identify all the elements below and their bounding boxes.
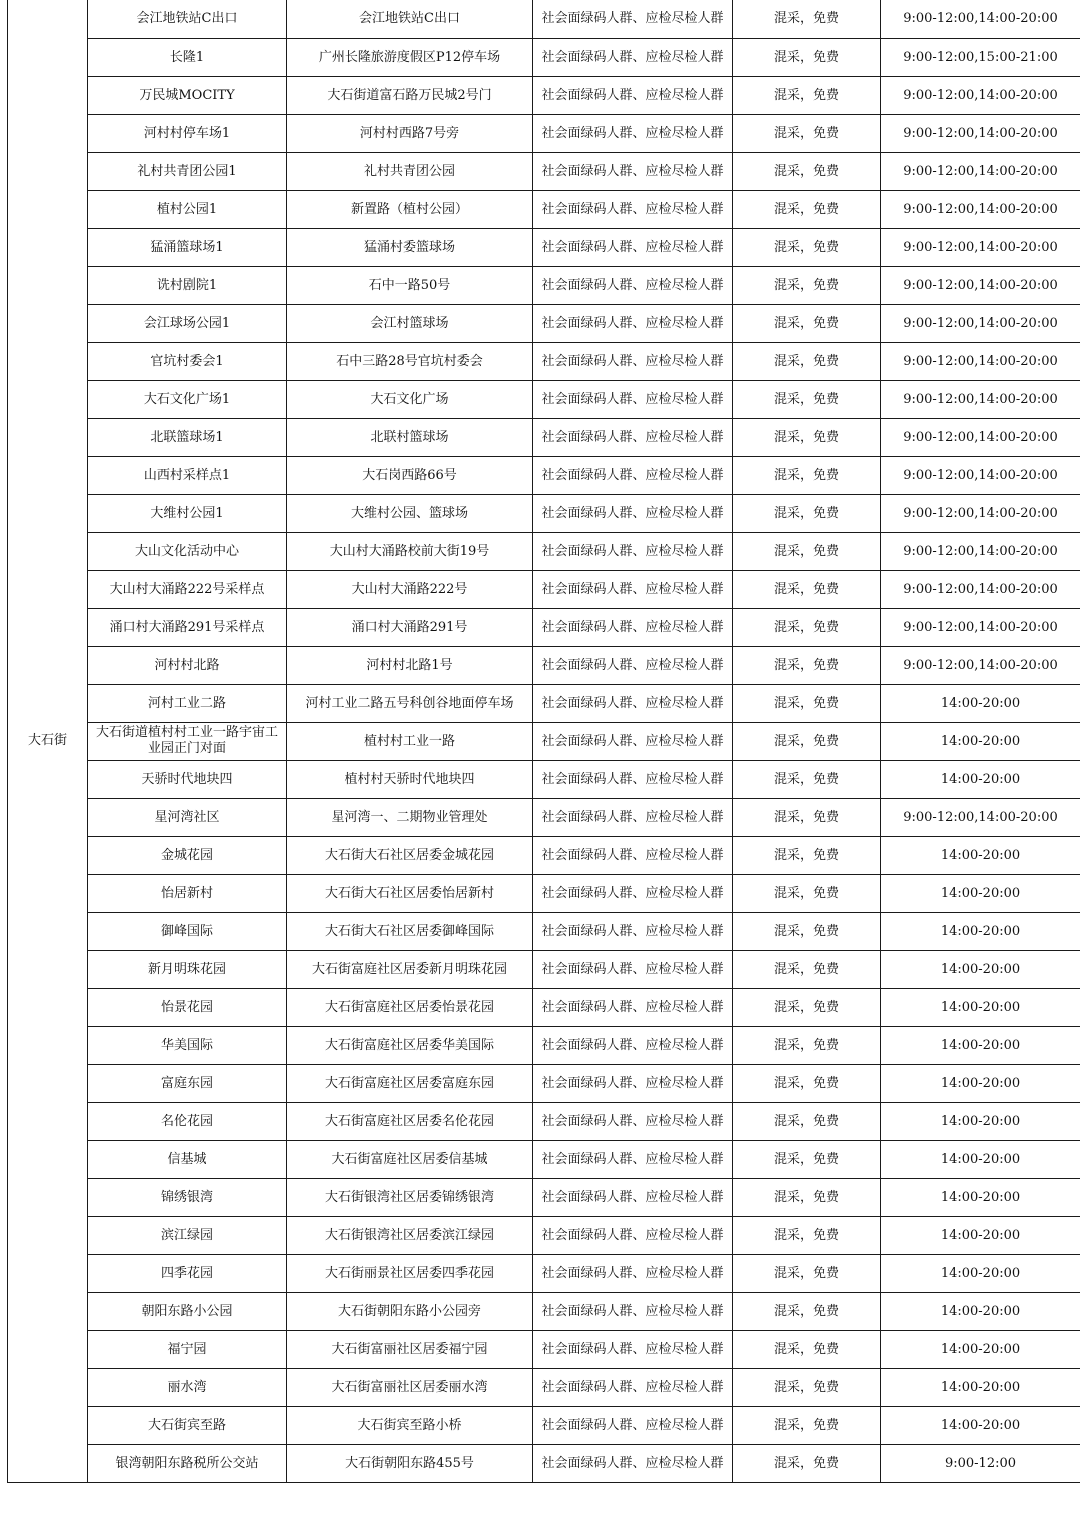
table-row [8, 1406, 1080, 1444]
hours-cell: 9:00-12:00,14:00-20:00 [881, 570, 1080, 608]
hours-cell: 14:00-20:00 [881, 1368, 1080, 1406]
target-group-cell: 社会面绿码人群、应检尽检人群 [533, 1178, 733, 1216]
method-cell: 混采，免费 [733, 1444, 881, 1482]
method-cell: 混采，免费 [733, 152, 881, 190]
target-group-cell: 社会面绿码人群、应检尽检人群 [533, 1140, 733, 1178]
table-body [8, 0, 1080, 1482]
address-cell: 河村工业二路五号科创谷地面停车场 [287, 684, 533, 722]
address-cell: 大石街道富石路万民城2号门 [287, 76, 533, 114]
table-row [8, 1444, 1080, 1482]
site-name-cell: 丽水湾 [88, 1368, 287, 1406]
site-name-cell: 华美国际 [88, 1026, 287, 1064]
hours-cell: 14:00-20:00 [881, 1216, 1080, 1254]
site-name-cell: 大山文化活动中心 [88, 532, 287, 570]
table-row [8, 950, 1080, 988]
table-row [8, 114, 1080, 152]
site-name-cell: 涌口村大涌路291号采样点 [88, 608, 287, 646]
address-cell: 大石街宾至路小桥 [287, 1406, 533, 1444]
address-cell: 植村村天骄时代地块四 [287, 760, 533, 798]
site-name-cell: 福宁园 [88, 1330, 287, 1368]
table-row [8, 1178, 1080, 1216]
method-cell: 混采，免费 [733, 1140, 881, 1178]
hours-cell: 14:00-20:00 [881, 684, 1080, 722]
table-row [8, 38, 1080, 76]
target-group-cell: 社会面绿码人群、应检尽检人群 [533, 1444, 733, 1482]
method-cell: 混采，免费 [733, 608, 881, 646]
method-cell: 混采，免费 [733, 418, 881, 456]
method-cell: 混采，免费 [733, 1254, 881, 1292]
table-row [8, 1292, 1080, 1330]
hours-cell: 14:00-20:00 [881, 912, 1080, 950]
sampling-sites-table [7, 0, 1080, 1483]
hours-cell: 9:00-12:00,14:00-20:00 [881, 114, 1080, 152]
method-cell: 混采，免费 [733, 798, 881, 836]
hours-cell: 9:00-12:00,14:00-20:00 [881, 418, 1080, 456]
target-group-cell: 社会面绿码人群、应检尽检人群 [533, 304, 733, 342]
table-row [8, 76, 1080, 114]
hours-cell: 14:00-20:00 [881, 1254, 1080, 1292]
method-cell: 混采，免费 [733, 76, 881, 114]
hours-cell: 14:00-20:00 [881, 988, 1080, 1026]
hours-cell: 14:00-20:00 [881, 874, 1080, 912]
table-row [8, 912, 1080, 950]
address-cell: 会江村篮球场 [287, 304, 533, 342]
site-name-cell: 星河湾社区 [88, 798, 287, 836]
method-cell: 混采，免费 [733, 1216, 881, 1254]
address-cell: 北联村篮球场 [287, 418, 533, 456]
method-cell: 混采，免费 [733, 494, 881, 532]
hours-cell: 9:00-12:00,14:00-20:00 [881, 152, 1080, 190]
site-name-cell: 长隆1 [88, 38, 287, 76]
address-cell: 大石街大石社区居委金城花园 [287, 836, 533, 874]
site-name-cell: 会江球场公园1 [88, 304, 287, 342]
method-cell: 混采，免费 [733, 532, 881, 570]
site-name-cell: 滨江绿园 [88, 1216, 287, 1254]
address-cell: 会江地铁站C出口 [287, 0, 533, 38]
method-cell: 混采，免费 [733, 950, 881, 988]
target-group-cell: 社会面绿码人群、应检尽检人群 [533, 1026, 733, 1064]
hours-cell: 9:00-12:00,15:00-21:00 [881, 38, 1080, 76]
table-row [8, 1368, 1080, 1406]
hours-cell: 14:00-20:00 [881, 1026, 1080, 1064]
site-name-cell: 四季花园 [88, 1254, 287, 1292]
address-cell: 大石街大石社区居委御峰国际 [287, 912, 533, 950]
address-cell: 大石街富丽社区居委福宁园 [287, 1330, 533, 1368]
table-row [8, 646, 1080, 684]
site-name-cell: 名伦花园 [88, 1102, 287, 1140]
target-group-cell: 社会面绿码人群、应检尽检人群 [533, 76, 733, 114]
address-cell: 大石街富庭社区居委新月明珠花园 [287, 950, 533, 988]
address-cell: 大石街丽景社区居委四季花园 [287, 1254, 533, 1292]
site-name-cell: 富庭东园 [88, 1064, 287, 1102]
hours-cell: 14:00-20:00 [881, 1064, 1080, 1102]
table-row [8, 836, 1080, 874]
target-group-cell: 社会面绿码人群、应检尽检人群 [533, 266, 733, 304]
target-group-cell: 社会面绿码人群、应检尽检人群 [533, 760, 733, 798]
method-cell: 混采，免费 [733, 342, 881, 380]
site-name-cell: 大维村公园1 [88, 494, 287, 532]
target-group-cell: 社会面绿码人群、应检尽检人群 [533, 1216, 733, 1254]
site-name-cell: 山西村采样点1 [88, 456, 287, 494]
site-name-cell: 怡景花园 [88, 988, 287, 1026]
method-cell: 混采，免费 [733, 1102, 881, 1140]
site-name-cell: 河村工业二路 [88, 684, 287, 722]
table-row [8, 1102, 1080, 1140]
hours-cell: 9:00-12:00,14:00-20:00 [881, 380, 1080, 418]
table-row [8, 760, 1080, 798]
hours-cell: 9:00-12:00,14:00-20:00 [881, 646, 1080, 684]
site-name-cell: 礼村共青团公园1 [88, 152, 287, 190]
site-name-cell: 官坑村委会1 [88, 342, 287, 380]
method-cell: 混采，免费 [733, 684, 881, 722]
address-cell: 大石街富庭社区居委信基城 [287, 1140, 533, 1178]
table-row [8, 1140, 1080, 1178]
target-group-cell: 社会面绿码人群、应检尽检人群 [533, 0, 733, 38]
target-group-cell: 社会面绿码人群、应检尽检人群 [533, 1254, 733, 1292]
table-row [8, 0, 1080, 38]
address-cell: 礼村共青团公园 [287, 152, 533, 190]
address-cell: 大石街富庭社区居委怡景花园 [287, 988, 533, 1026]
target-group-cell: 社会面绿码人群、应检尽检人群 [533, 646, 733, 684]
target-group-cell: 社会面绿码人群、应检尽检人群 [533, 532, 733, 570]
address-cell: 大石街富庭社区居委富庭东园 [287, 1064, 533, 1102]
site-name-cell: 金城花园 [88, 836, 287, 874]
method-cell: 混采，免费 [733, 190, 881, 228]
method-cell: 混采，免费 [733, 836, 881, 874]
target-group-cell: 社会面绿码人群、应检尽检人群 [533, 684, 733, 722]
address-cell: 大石街大石社区居委怡居新村 [287, 874, 533, 912]
target-group-cell: 社会面绿码人群、应检尽检人群 [533, 380, 733, 418]
site-name-cell: 万民城MOCITY [88, 76, 287, 114]
table-row [8, 532, 1080, 570]
target-group-cell: 社会面绿码人群、应检尽检人群 [533, 988, 733, 1026]
method-cell: 混采，免费 [733, 1368, 881, 1406]
site-name-cell: 大石文化广场1 [88, 380, 287, 418]
target-group-cell: 社会面绿码人群、应检尽检人群 [533, 1330, 733, 1368]
method-cell: 混采，免费 [733, 1292, 881, 1330]
table-row [8, 1026, 1080, 1064]
site-name-cell: 猛涌篮球场1 [88, 228, 287, 266]
hours-cell: 9:00-12:00,14:00-20:00 [881, 532, 1080, 570]
table-row [8, 722, 1080, 760]
address-cell: 植村村工业一路 [287, 722, 533, 760]
address-cell: 大石街富庭社区居委华美国际 [287, 1026, 533, 1064]
method-cell: 混采，免费 [733, 570, 881, 608]
site-name-cell: 植村公园1 [88, 190, 287, 228]
table-row [8, 456, 1080, 494]
hours-cell: 14:00-20:00 [881, 1178, 1080, 1216]
district-cell: 大石街 [8, 0, 88, 1482]
hours-cell: 9:00-12:00,14:00-20:00 [881, 342, 1080, 380]
target-group-cell: 社会面绿码人群、应检尽检人群 [533, 38, 733, 76]
address-cell: 石中一路50号 [287, 266, 533, 304]
method-cell: 混采，免费 [733, 114, 881, 152]
site-name-cell: 朝阳东路小公园 [88, 1292, 287, 1330]
table-row [8, 418, 1080, 456]
address-cell: 大石街朝阳东路小公园旁 [287, 1292, 533, 1330]
hours-cell: 14:00-20:00 [881, 1330, 1080, 1368]
address-cell: 大维村公园、篮球场 [287, 494, 533, 532]
method-cell: 混采，免费 [733, 304, 881, 342]
site-name-cell: 锦绣银湾 [88, 1178, 287, 1216]
hours-cell: 14:00-20:00 [881, 760, 1080, 798]
method-cell: 混采，免费 [733, 0, 881, 38]
hours-cell: 9:00-12:00,14:00-20:00 [881, 228, 1080, 266]
hours-cell: 14:00-20:00 [881, 722, 1080, 760]
address-cell: 大山村大涌路222号 [287, 570, 533, 608]
address-cell: 星河湾一、二期物业管理处 [287, 798, 533, 836]
method-cell: 混采，免费 [733, 874, 881, 912]
target-group-cell: 社会面绿码人群、应检尽检人群 [533, 190, 733, 228]
hours-cell: 9:00-12:00,14:00-20:00 [881, 190, 1080, 228]
site-name-cell: 怡居新村 [88, 874, 287, 912]
target-group-cell: 社会面绿码人群、应检尽检人群 [533, 342, 733, 380]
site-name-cell: 大石街宾至路 [88, 1406, 287, 1444]
hours-cell: 9:00-12:00,14:00-20:00 [881, 494, 1080, 532]
site-name-cell: 河村村北路 [88, 646, 287, 684]
target-group-cell: 社会面绿码人群、应检尽检人群 [533, 1368, 733, 1406]
address-cell: 大石街银湾社区居委锦绣银湾 [287, 1178, 533, 1216]
table-row [8, 228, 1080, 266]
target-group-cell: 社会面绿码人群、应检尽检人群 [533, 608, 733, 646]
hours-cell: 9:00-12:00,14:00-20:00 [881, 456, 1080, 494]
table-row [8, 874, 1080, 912]
target-group-cell: 社会面绿码人群、应检尽检人群 [533, 912, 733, 950]
target-group-cell: 社会面绿码人群、应检尽检人群 [533, 152, 733, 190]
hours-cell: 9:00-12:00,14:00-20:00 [881, 608, 1080, 646]
method-cell: 混采，免费 [733, 38, 881, 76]
target-group-cell: 社会面绿码人群、应检尽检人群 [533, 874, 733, 912]
method-cell: 混采，免费 [733, 380, 881, 418]
target-group-cell: 社会面绿码人群、应检尽检人群 [533, 950, 733, 988]
hours-cell: 14:00-20:00 [881, 950, 1080, 988]
address-cell: 大石岗西路66号 [287, 456, 533, 494]
method-cell: 混采，免费 [733, 266, 881, 304]
address-cell: 涌口村大涌路291号 [287, 608, 533, 646]
address-cell: 大石街朝阳东路455号 [287, 1444, 533, 1482]
table-row [8, 1064, 1080, 1102]
table-row [8, 798, 1080, 836]
table-row [8, 266, 1080, 304]
site-name-cell: 银湾朝阳东路税所公交站 [88, 1444, 287, 1482]
target-group-cell: 社会面绿码人群、应检尽检人群 [533, 722, 733, 760]
table-row [8, 684, 1080, 722]
target-group-cell: 社会面绿码人群、应检尽检人群 [533, 836, 733, 874]
method-cell: 混采，免费 [733, 912, 881, 950]
site-name-cell: 会江地铁站C出口 [88, 0, 287, 38]
target-group-cell: 社会面绿码人群、应检尽检人群 [533, 798, 733, 836]
target-group-cell: 社会面绿码人群、应检尽检人群 [533, 494, 733, 532]
table-row [8, 342, 1080, 380]
target-group-cell: 社会面绿码人群、应检尽检人群 [533, 1102, 733, 1140]
hours-cell: 9:00-12:00,14:00-20:00 [881, 266, 1080, 304]
hours-cell: 9:00-12:00,14:00-20:00 [881, 304, 1080, 342]
site-name-cell: 大山村大涌路222号采样点 [88, 570, 287, 608]
table-row [8, 1330, 1080, 1368]
target-group-cell: 社会面绿码人群、应检尽检人群 [533, 1292, 733, 1330]
address-cell: 广州长隆旅游度假区P12停车场 [287, 38, 533, 76]
target-group-cell: 社会面绿码人群、应检尽检人群 [533, 570, 733, 608]
address-cell: 石中三路28号官坑村委会 [287, 342, 533, 380]
method-cell: 混采，免费 [733, 1406, 881, 1444]
address-cell: 大石街银湾社区居委滨江绿园 [287, 1216, 533, 1254]
table-row [8, 494, 1080, 532]
address-cell: 大石街富丽社区居委丽水湾 [287, 1368, 533, 1406]
hours-cell: 14:00-20:00 [881, 1102, 1080, 1140]
method-cell: 混采，免费 [733, 722, 881, 760]
hours-cell: 14:00-20:00 [881, 836, 1080, 874]
address-cell: 猛涌村委篮球场 [287, 228, 533, 266]
address-cell: 大石文化广场 [287, 380, 533, 418]
target-group-cell: 社会面绿码人群、应检尽检人群 [533, 114, 733, 152]
hours-cell: 14:00-20:00 [881, 1406, 1080, 1444]
table-row [8, 988, 1080, 1026]
site-name-cell: 诜村剧院1 [88, 266, 287, 304]
target-group-cell: 社会面绿码人群、应检尽检人群 [533, 228, 733, 266]
table-row [8, 304, 1080, 342]
address-cell: 大山村大涌路校前大街19号 [287, 532, 533, 570]
address-cell: 河村村西路7号旁 [287, 114, 533, 152]
target-group-cell: 社会面绿码人群、应检尽检人群 [533, 418, 733, 456]
table-row [8, 608, 1080, 646]
method-cell: 混采，免费 [733, 760, 881, 798]
method-cell: 混采，免费 [733, 988, 881, 1026]
table-row [8, 1216, 1080, 1254]
address-cell: 新置路（植村公园） [287, 190, 533, 228]
method-cell: 混采，免费 [733, 1026, 881, 1064]
table-row [8, 380, 1080, 418]
target-group-cell: 社会面绿码人群、应检尽检人群 [533, 1064, 733, 1102]
site-name-cell: 信基城 [88, 1140, 287, 1178]
site-name-cell: 天骄时代地块四 [88, 760, 287, 798]
method-cell: 混采，免费 [733, 1330, 881, 1368]
hours-cell: 9:00-12:00,14:00-20:00 [881, 76, 1080, 114]
hours-cell: 14:00-20:00 [881, 1292, 1080, 1330]
target-group-cell: 社会面绿码人群、应检尽检人群 [533, 456, 733, 494]
table-row [8, 152, 1080, 190]
method-cell: 混采，免费 [733, 1064, 881, 1102]
hours-cell: 14:00-20:00 [881, 1140, 1080, 1178]
site-name-cell: 御峰国际 [88, 912, 287, 950]
table-row [8, 190, 1080, 228]
hours-cell: 9:00-12:00,14:00-20:00 [881, 0, 1080, 38]
address-cell: 大石街富庭社区居委名伦花园 [287, 1102, 533, 1140]
table-row [8, 570, 1080, 608]
table-row [8, 1254, 1080, 1292]
hours-cell: 9:00-12:00 [881, 1444, 1080, 1482]
site-name-cell: 新月明珠花园 [88, 950, 287, 988]
method-cell: 混采，免费 [733, 1178, 881, 1216]
site-name-cell: 北联篮球场1 [88, 418, 287, 456]
hours-cell: 9:00-12:00,14:00-20:00 [881, 798, 1080, 836]
site-name-cell: 河村村停车场1 [88, 114, 287, 152]
site-name-cell: 大石街道植村村工业一路宇宙工业园正门对面 [88, 722, 287, 760]
method-cell: 混采，免费 [733, 456, 881, 494]
target-group-cell: 社会面绿码人群、应检尽检人群 [533, 1406, 733, 1444]
method-cell: 混采，免费 [733, 646, 881, 684]
address-cell: 河村村北路1号 [287, 646, 533, 684]
method-cell: 混采，免费 [733, 228, 881, 266]
